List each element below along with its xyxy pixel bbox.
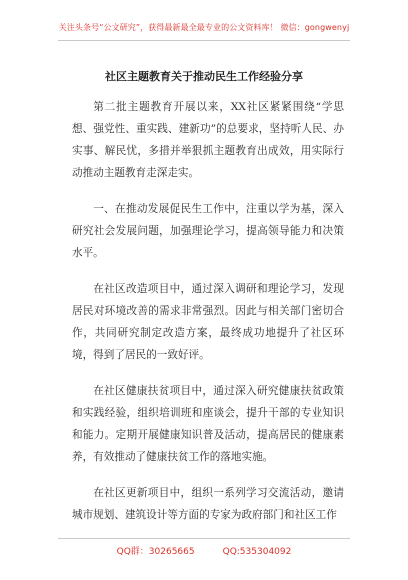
document-body bbox=[72, 96, 344, 540]
footer-divider bbox=[58, 538, 350, 539]
document-title: 社区主题教育关于推动民生工作经验分享 bbox=[105, 70, 303, 83]
paragraph-community-renewal: 在社区更新项目中，组织一系列学习交流活动，邀请城市规划、建筑设计等方面的专家为政府部门和社区工作 bbox=[72, 487, 344, 521]
header-divider bbox=[58, 40, 350, 41]
paragraph-health-poverty: 在社区健康扶贫项目中，通过深入研究健康扶贫政策和实践经验，组织培训班和座谈会，提升干部的专业知识和能力。定期开展健康知识普及活动，提高居民的健康素养，有效推动了健康扶贫工作的落地实施。 bbox=[72, 385, 344, 463]
footer-contact-banner bbox=[0, 544, 408, 557]
paragraph-intro: 第二批主题教育开展以来，XX社区紧紧围绕“学思想、强党性、重实践、建新功”的总要求，坚持听人民、办实事、解民忧，多措并举狠抓主题教育出成效，用实际行动推动主题教育走深走实。 bbox=[72, 101, 344, 179]
paragraph-community-renovation: 在社区改造项目中，通过深入调研和理论学习，发现居民对环境改善的需求非常强烈。因此与相关部门密切合作，共同研究制定改造方案，最终成功地提升了社区环境，得到了居民的一致好评。 bbox=[72, 283, 344, 361]
footer-qq: QQ:535304092 bbox=[222, 547, 292, 557]
header-promo-banner: 关注头条号“公文研究”，获得最新最全最专业的公文资料库！ 微信：gongwenyj bbox=[58, 23, 350, 32]
footer-qq-group: QQ群：30265665 bbox=[116, 547, 195, 557]
paragraph-section-1: 一、在推动发展促民生工作中，注重以学为基，深入研究社会发展问题，加强理论学习，提高领导能力和决策水平。 bbox=[72, 203, 344, 259]
